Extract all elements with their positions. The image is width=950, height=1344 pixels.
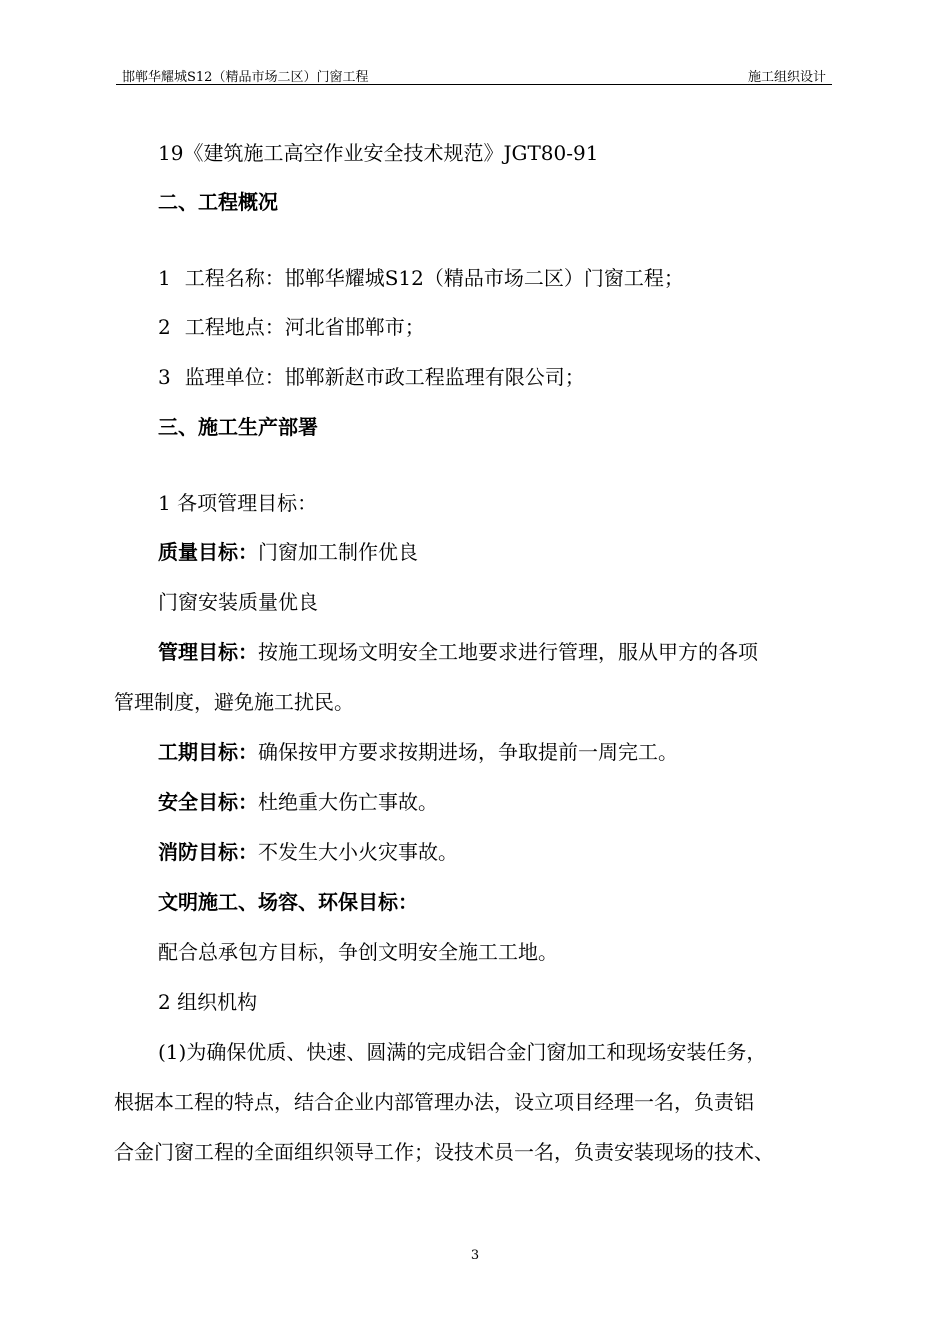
goal-label: 安全目标： (158, 790, 258, 814)
section-2-heading: 二、工程概况 (158, 190, 278, 214)
management-goal-continued: 管理制度，避免施工扰民。 (114, 690, 354, 714)
management-goal (158, 638, 758, 666)
goal-label: 管理目标： (158, 640, 258, 664)
overview-item-1 (158, 264, 684, 292)
header-rule (116, 84, 832, 85)
quality-goal (158, 538, 418, 566)
goal-text: 杜绝重大伤亡事故。 (258, 790, 438, 814)
item-number: 2 (158, 315, 171, 339)
overview-item-3 (158, 363, 585, 391)
schedule-goal (158, 738, 678, 766)
item-text: 工程地点：河北省邯郸市； (184, 315, 425, 339)
safety-goal (158, 788, 438, 816)
goal-label: 消防目标： (158, 840, 258, 864)
civil-construction-goal-text: 配合总承包方目标，争创文明安全施工工地。 (158, 940, 558, 964)
goal-label: 质量目标： (158, 540, 258, 564)
paragraph-line-3: 合金门窗工程的全面组织领导工作；设技术员一名，负责安装现场的技术、 (114, 1140, 774, 1164)
item-text: 工程名称：邯郸华耀城S12（精品市场二区）门窗工程； (184, 266, 684, 290)
item-number: 3 (158, 365, 171, 389)
goal-text: 按施工现场文明安全工地要求进行管理，服从甲方的各项 (258, 640, 758, 664)
quality-goal-continued: 门窗安装质量优良 (158, 590, 318, 614)
goal-text: 不发生大小火灾事故。 (258, 840, 458, 864)
civil-construction-goal-label: 文明施工、场容、环保目标： (158, 890, 418, 914)
goal-text: 门窗加工制作优良 (258, 540, 418, 564)
paragraph-line-2: 根据本工程的特点，结合企业内部管理办法，设立项目经理一名，负责铝 (114, 1090, 754, 1114)
header-section-title: 施工组织设计 (747, 70, 826, 85)
header-document-title: 邯郸华耀城S12（精品市场二区）门窗工程 (122, 70, 369, 85)
page-number: 3 (470, 1248, 480, 1263)
paragraph-line-1: (1)为确保优质、快速、圆满的完成铝合金门窗加工和现场安装任务， (158, 1040, 767, 1064)
item-number: 1 (158, 266, 171, 290)
goals-heading: 1 各项管理目标： (158, 491, 318, 515)
item-text: 监理单位：邯郸新赵市政工程监理有限公司； (184, 365, 585, 389)
section-3-heading: 三、施工生产部署 (158, 415, 318, 439)
overview-item-2 (158, 313, 425, 341)
organization-heading: 2 组织机构 (158, 990, 258, 1014)
goal-text: 确保按甲方要求按期进场，争取提前一周完工。 (258, 740, 678, 764)
reference-item-19: 19《建筑施工高空作业安全技术规范》JGT80-91 (158, 141, 599, 165)
goal-label: 工期目标： (158, 740, 258, 764)
fire-goal (158, 838, 458, 866)
